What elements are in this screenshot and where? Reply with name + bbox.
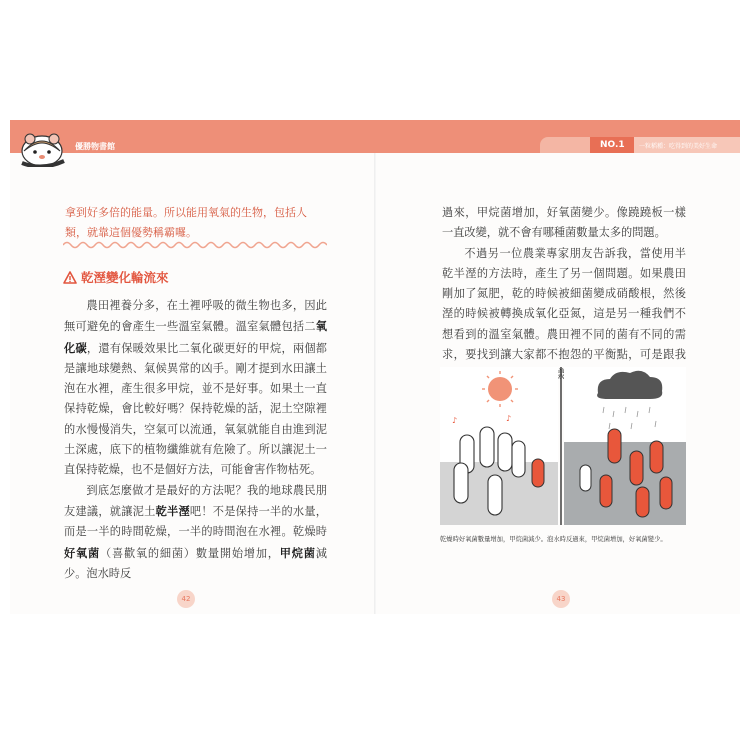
- bold-term: 氧化碳: [64, 319, 327, 355]
- chapter-number: NO.1: [600, 140, 625, 150]
- page-gutter: [374, 153, 376, 614]
- text-run: 農田裡養分多，在土裡呼吸的微生物也多，因此無可避免的會產生一些溫室氣體。溫室氣體包括二: [64, 299, 327, 334]
- sun-icon: [488, 377, 512, 401]
- page-number-right: 43: [552, 590, 570, 608]
- paragraph: [64, 296, 327, 481]
- left-page-body: [64, 296, 327, 584]
- svg-text:♪: ♪: [506, 414, 512, 423]
- section-title: 乾溼變化輪流來: [81, 270, 169, 285]
- text-run: 不過另一位農業專家朋友告訴我，當使用半乾半溼的方法時，產生了另一個問題。如果農田剛加了氮肥，乾的時候被細菌變成硝酸根，然後溼的時候被轉換成氧化亞氮，這是另一種我們不想看到的溫室氣體。農田裡不同的菌有不同的需求，要找到讓大家都不抱怨的平衡點，可是跟我 治問題一樣困難呢。: [442, 246, 686, 382]
- hamster-mascot-icon: [20, 127, 68, 167]
- aerobic-bacteria-small: [580, 465, 591, 491]
- header-series-label: 優勝物書館: [75, 142, 115, 151]
- right-page-body: [442, 203, 686, 386]
- illustration-caption: 乾燥時好氧菌數量增加，甲烷菌減少。泡水時反過來，甲烷菌增加，好氧菌變少。: [440, 536, 667, 543]
- svg-text:♪: ♪: [452, 416, 458, 425]
- intro-text: 拿到好多倍的能量。所以能用氧氣的生物，包括人類，就靠這個優勢稱霸囉。: [65, 206, 307, 239]
- page-number-left: 42: [177, 590, 195, 608]
- section-heading: [63, 268, 169, 286]
- chapter-title: 一粒稻種：吃得到的美好生命: [639, 143, 718, 150]
- dry-panel: [440, 367, 558, 525]
- wet-panel: [564, 367, 686, 525]
- bold-term: 甲烷菌: [279, 545, 316, 560]
- paragraph: [442, 203, 686, 244]
- bold-term: 好氧菌: [64, 545, 100, 560]
- bacteria-illustration: [440, 367, 686, 525]
- text-run: 到底怎麼做才是最好的方法呢？我的地球農民朋友建議，就讓泥土: [64, 483, 327, 518]
- text-run: 吧！不是保持一半的水量，而是一半的時間乾燥，一半的時間泡在水裡。乾燥時: [64, 504, 327, 539]
- text-run: ，還有保暖效果比二氧化碳更好的甲烷，兩個都是讓地球變熱、氣候異常的凶手。剛才提到水田讓土泡在水裡，產生很多甲烷，並不是好事。如果土一直保持乾燥，會比較好嗎？保持乾燥的話，泥土空隙裡的水慢慢消失，空氣可以流通，氧氣就能自由進到泥土深處，底下的植物纖維就有危險了。所以讓泥土一直保持乾燥，也不是個好方法，可能會害作物枯死。: [64, 341, 327, 477]
- bold-term: 乾半溼: [155, 503, 190, 518]
- text-run: 減少。泡水時反: [64, 546, 327, 580]
- text-run: （喜歡氧的細菌）數量開始增加，: [99, 546, 280, 560]
- text-run: 過來，甲烷菌增加，好氧菌變少。像蹺蹺板一樣一直改變，就不會有哪種菌數量太多的問題。: [442, 206, 686, 240]
- header-tab-accent: [540, 137, 590, 153]
- warning-triangle-icon: [63, 271, 77, 284]
- paragraph: [442, 244, 686, 386]
- wave-divider: [63, 240, 327, 250]
- paragraph: [64, 481, 327, 584]
- methane-bacteria-small: [532, 459, 544, 487]
